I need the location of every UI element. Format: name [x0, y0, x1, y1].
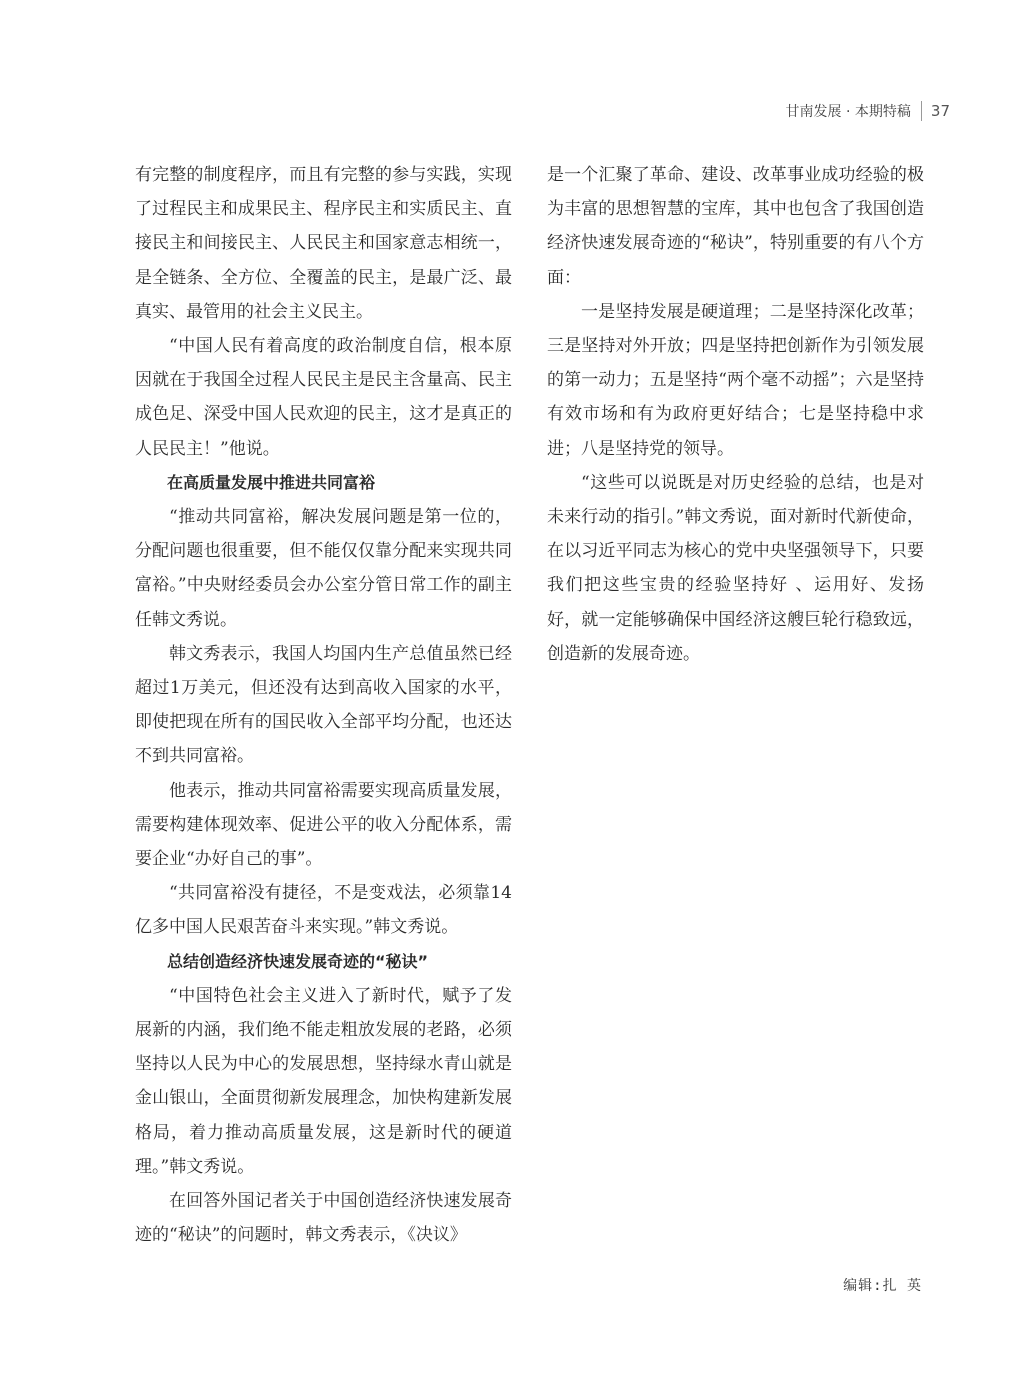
section-subheading: 在高质量发展中推进共同富裕	[167, 472, 376, 492]
paragraph: “推动共同富裕，解决发展问题是第一位的，分配问题也很重要，但不能仅仅靠分配来实现共同富裕。”中央财经委员会办公室分管日常工作的副主任韩文秀说。	[135, 507, 512, 630]
paragraph: “共同富裕没有捷径，不是变戏法，必须靠14亿多中国人民艰苦奋斗来实现。”韩文秀说。	[135, 883, 512, 938]
section-subheading: 总结创造经济快速发展奇迹的“秘诀”	[167, 951, 429, 971]
editor-credit: 编辑:扎 英	[843, 1278, 922, 1294]
header-divider	[921, 101, 922, 121]
page-header	[786, 101, 950, 121]
paragraph: “这些可以说既是对历史经验的总结，也是对未来行动的指引。”韩文秀说，面对新时代新使命，在以习近平同志为核心的党中央坚强领导下，只要我们把这些宝贵的经验坚持好 、运用好、发扬好，就一定能够确保中国经济这艘巨轮行稳致远，创造新的发展奇迹。	[547, 472, 924, 664]
paragraph: “中国人民有着高度的政治制度自信，根本原因就在于我国全过程人民民主是民主含量高、民主成色足、深受中国人民欢迎的民主，这才是真正的人民民主！”他说。	[135, 336, 512, 459]
paragraph: 有完整的制度程序，而且有完整的参与实践，实现了过程民主和成果民主、程序民主和实质民主、直接民主和间接民主、人民民主和国家意志相统一，是全链条、全方位、全覆盖的民主，是最广泛、最真实、最管用的社会主义民主。	[135, 165, 512, 322]
paragraph: 是一个汇聚了革命、建设、改革事业成功经验的极为丰富的思想智慧的宝库，其中也包含了我国创造经济快速发展奇迹的“秘诀”，特别重要的有八个方面：	[547, 165, 924, 288]
paragraph: 他表示，推动共同富裕需要实现高质量发展，需要构建体现效率、促进公平的收入分配体系，需要企业“办好自己的事”。	[135, 780, 512, 870]
paragraph: 在回答外国记者关于中国创造经济快速发展奇迹的“秘诀”的问题时，韩文秀表示，《决议》	[135, 1191, 512, 1246]
paragraph: “中国特色社会主义进入了新时代，赋予了发展新的内涵，我们绝不能走粗放发展的老路，必须坚持以人民为中心的发展思想，坚持绿水青山就是金山银山，全面贯彻新发展理念，加快构建新发展格局，着力推动高质量发展，这是新时代的硬道理。”韩文秀说。	[135, 985, 512, 1177]
right-column	[547, 158, 924, 671]
page-number: 37	[930, 102, 950, 120]
left-column	[135, 158, 512, 1253]
paragraph: 韩文秀表示，我国人均国内生产总值虽然已经超过1万美元，但还没有达到高收入国家的水平，即使把现在所有的国民收入全部平均分配，也还达不到共同富裕。	[135, 643, 512, 767]
paragraph: 一是坚持发展是硬道理；二是坚持深化改革；三是坚持对外开放；四是坚持把创新作为引领发展的第一动力；五是坚持“两个毫不动摇”；六是坚持有效市场和有为政府更好结合；七是坚持稳中求进；八是坚持党的领导。	[547, 301, 924, 459]
section-title: 甘南发展 · 本期特稿	[785, 104, 911, 120]
